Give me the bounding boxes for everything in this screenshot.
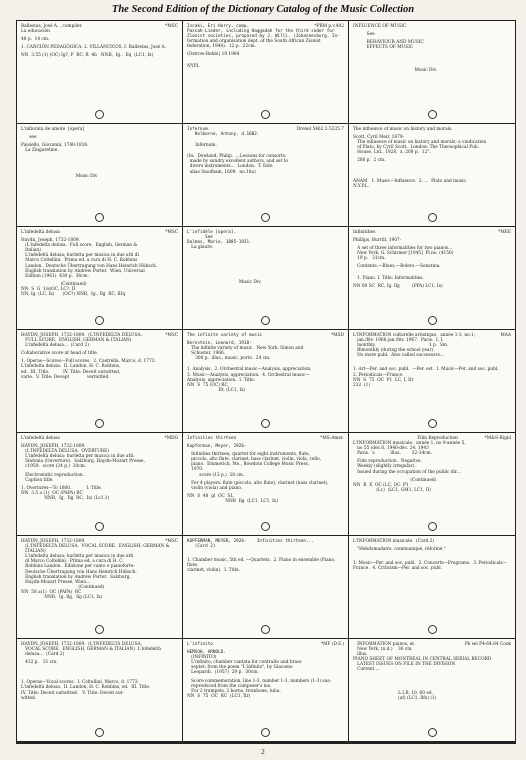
card-text-line: For 4 players: flute (piccolo, alto flute), clarinet (bass clarinet), [187,480,329,486]
card-text-line: Issued during the occupation of the public dir... [353,469,461,475]
card-text-line: Phillips, Burrill, 1907- [353,238,402,244]
card-call-number: *MSD [331,333,344,338]
catalog-card [17,330,182,432]
card-text-line: Music Div. [353,68,438,74]
card-text-line: L'infidèle [opera]. [187,230,237,235]
card-text-line: (Card 2) [187,544,216,550]
card-text-line: Sinfonia (Ouverture). Salzburg, Haydn-Mozart Presse, [21,459,145,465]
card-text-line: L'INFORMATION musicale. année 1, no 9-année 5, [353,441,466,447]
card-text-line: Ballestas, José A. , compiler. [21,24,83,29]
card-text-line: HEMSOH, ARNOLD. [187,650,226,656]
card-text-line: (Lc) (LC1, GM1, LC1, II) [353,487,431,493]
card-text-line: (Continued) [21,281,87,287]
card-text-line: See [353,32,375,38]
card-text-line: piccolo, alto flute, clarinet, bass clarinet, violin, viola, cello, [187,457,322,463]
catalog-card [17,21,182,123]
card-text-line: NNR, Ig, Ilg RC, Ix) (Lc1,1) [21,495,110,501]
card-text-line: (Continued) [353,477,437,483]
card-text-line: Zionist societies, prepared by J. Willi. (Johannesburg, In- [187,34,340,40]
card-text-line: English translation by Andrew Porter. Wien, Universal [21,268,145,274]
card-text-line: see [21,135,37,141]
card-punch-hole-icon [261,316,270,325]
card-text-line: IIr, (LC1, Ix) [187,387,246,393]
card-text-line: piano. Emmerich, Mo., Bowdoin College Music Press, [187,462,310,468]
card-text-line: Schuster, 1966. [187,351,226,357]
catalog-card [183,227,348,329]
card-text-line: 3. Music—Analysis, appreciation. 4. Orchestral music— [187,372,310,378]
card-text-line: NYPL [187,63,200,69]
card-text-line: Deutsche Übertragung von Hans Heinrich Hübsch. [21,569,137,575]
card-text-line: 286 p. 2 cm. [353,158,386,164]
catalog-card [17,227,182,329]
card-text-line: NN R X OC (LC, OC. P1 [353,482,409,488]
card-text-line: "Hebdomadaire, communiqué, réformé." [353,547,446,553]
catalog-card [349,124,515,226]
catalog-card [183,639,348,741]
card-text-line: no 55 (dec.6, 1940-déc. 24, 1943 [353,446,429,452]
card-text-line: 1. Chamber music, 5th ed. —Quartets. 2. Piano in ensemble (Piano, flute, [187,558,337,569]
catalog-card [349,21,515,123]
card-text-line: INFORMATION pianos, et. [353,642,416,647]
page-number: 2 [261,748,265,756]
card-text-line: di Marco Coltellini. Prima ed. a cura di H. C. [21,559,124,565]
catalog-card [17,433,182,535]
card-text-line: formation and organisation dept. of the South African Zionist [187,39,321,45]
card-text-line: Leopardi. (1957) 29 p. 30cm. [187,670,259,676]
catalog-card [349,330,515,432]
card-text-line: 19 p. 31cm. [353,256,386,262]
card-punch-hole-icon [95,316,104,325]
card-text-line: reproduced from the composer's ms. [187,683,272,689]
catalog-card [349,639,515,741]
card-text-line: Paris. v. illus. 32-34cm. [353,451,433,457]
card-text-line: La Zingaretine. [21,148,59,154]
card-text-line: Collaborative score at head of title. [21,351,99,357]
card-text-line: clarinet, violin). I. Title. [187,568,240,574]
card-text-line: Film Reproduction [353,436,458,441]
card-call-number: *MDG [164,436,178,441]
card-text-line: 1. Overtures—To 1800. I. Title. [21,485,103,491]
card-punch-hole-icon [428,419,437,428]
card-text-line: France. 4. Criticism—Per. and soc. publ. [353,566,442,572]
card-text-line: La glaure. [187,245,214,251]
card-text-line: (L'INFEDELTA DELUSA. OVERTURE) [21,449,109,455]
card-text-line: L'infedeltà delusa: burletta per musica in due atti. [21,454,135,460]
card-text-line: NN 00 SC RC, Ig. Ilg (PPA) LC1, Ix) [353,283,443,289]
card-text-line: The infinite variety of music. New York, Simon and [187,346,304,352]
card-text-line: c1959. score (24 p.) 30cm. [21,464,87,470]
card-text-line: varie. V. Title: Decept vermitted. [21,374,110,380]
card-text-line: Bimonthly (during the school year). [353,348,435,354]
card-text-line: Marco Coltellini. Prima ed. a cura di H. C. Robbins [21,258,138,264]
card-text-line: NN S G 1/s(OC, LC?, II [21,286,76,292]
card-text-line: Current ... [353,667,380,673]
card-text-line: illus. [353,652,368,658]
card-text-line: Bernstein, Leonard, 1918- [187,341,252,347]
card-punch-hole-icon [428,316,437,325]
card-text-line: Infernum. [187,127,211,132]
card-text-line: ed. III. Title. IV. Title: Deceit outwitted, [21,369,121,375]
card-text-line: NN S 75 OC RC (LC1, IIr) [187,693,251,699]
card-call-number: *MSC [165,333,178,338]
card-call-number: *MEE [498,230,511,235]
card-text-line: NN, Ig. (LC, Ix) (OC?) NNB, Ig., Ilg RC, IIIq [21,292,126,298]
card-text-line: (Ostrow-Rebbi) 18 1964 [187,52,240,58]
card-text-line: For 2 trumpets, 2 horns, trombone, tuba. [187,688,281,694]
card-text-line: Weekly (slightly irregular). [353,464,416,470]
card-text-line: L'infedeltà delusa... (Card 2) [21,343,89,349]
catalog-card [183,330,348,432]
card-text-line: Robbins Landon. Edizione per canto e pianoforte: [21,564,135,570]
card-punch-hole-icon [261,213,270,222]
catalog-card [17,124,182,226]
card-punch-hole-icon [261,522,270,531]
card-text-line: New York, (n.d.) 36 cm. [353,647,413,653]
card-text-line: The infinite variety of music [187,333,263,338]
card-text-line: (L'infedelta delusa. Full score. English, German & [21,243,138,249]
card-text-line: English translation by Andrew Porter. Salzburg, [21,574,131,580]
card-text-line: NN S 48 gl OC SL [187,493,234,499]
catalog-card [17,536,182,638]
card-text-line: INFLUENCE OF MUSIC [353,24,407,29]
card-text-line: 1. Music—Per. and soc. publ. 2. Concerts—Programs. 3. Periodicals— [353,561,507,567]
catalog-card [183,536,348,638]
card-text-line: L'infiorata de amore [opera] [21,127,84,132]
card-text-line: See [187,235,213,241]
card-text-line: The influence of music on history and morals; a vindication [353,140,487,146]
card-text-line: VOCAL SCORE. ENGLISH, GERMAN & ITALIAN) L'infedeltà [21,647,161,653]
card-call-number: Pk sei P4-64.84 Cook [464,642,511,647]
card-text-line: L'infedeltà delusa [21,230,60,235]
card-text-line: Electrostatic reproduction. [21,472,85,478]
card-text-line: No more publ. Also called successors... [353,353,444,359]
card-text-line: (af) (LC1, Ilfx) (1) [353,695,437,701]
card-text-line: Kupferman, Meyer, 1926- [187,444,247,450]
card-text-line: of Plato, by Cyril Scott. London: The Theosophical Pub. [353,145,480,151]
card-text-line: HAYDN, JOSEPH, 1732-1809. [21,444,86,450]
card-text-line: 48 p. 14 cm. [21,37,50,43]
card-text-line: Haydn, Joseph, 1732-1809. [21,238,80,244]
card-call-number: MAA [500,333,511,338]
card-text-line: violin (viola) and piano. [187,485,243,491]
card-punch-hole-icon [428,728,437,737]
card-text-line: (L'INFEDELTA DELUSA. VOCAL SCORE. ENGLISH, GERMAN & [21,544,170,550]
card-text-line: EFFECTS OF MUSIC [353,45,414,51]
card-text-line: L.I.R. 10. 60 ed. [353,690,434,696]
card-text-line: HAYDN, JOSEPH, 1732-1809. (L'INFEDELTA DELUSA. [21,642,142,647]
card-text-line: BEHAVIOUR AND MUSIC [353,40,424,46]
card-text-line: made by sundry excellent authors, and set to [187,159,288,165]
card-text-line: alias Snodham, 1609. no.18a) [187,169,256,175]
card-text-line: ITALIAN) [21,549,46,555]
card-text-line: House, Ltd., 1928. x, 208 p. 12°. [353,150,431,156]
catalog-card-grid [16,20,516,744]
card-text-line: Paisiello, Giovanni, 1740-1816. [21,143,89,149]
card-text-line: delusa... (Card 2) [21,652,65,658]
catalog-card [183,433,348,535]
card-text-line: L'INFORMATION culturelle artistique. année 1-3, no.1; [353,333,476,338]
card-text-line: Passah-Lieder, including Haggadah for the third seder for [187,29,335,35]
card-text-line: L'infedeltà delusa. II. Landon, H. C. Robbins, ed. III. Title. [21,685,151,691]
card-text-line: NN S 75 OC P1 LC, I, IIr [353,377,414,383]
card-text-line [21,389,178,392]
card-text-line: Caption title. [21,477,54,483]
card-text-line: L'infedelta delusa. II. Landon, H. C. Robbins, [21,364,121,370]
card-call-number: *MSC [165,24,178,29]
card-text-line: NNB, Ig. Ilg, Ilg (LC1, Ix) [21,595,103,601]
card-text-line: A set of three informalities for two pianos... [353,246,453,252]
card-text-line: (In: Dowland, Philip. ...Lessons for consorts: [187,154,287,160]
card-text-line: PIANO SHEET OF MONTREAL IN CENTRAL SERIAL RECORD [353,657,492,663]
card-text-line: Infernum. [187,143,217,149]
card-text-line: The influence of music on history and morals. [353,127,453,132]
catalog-card [183,21,348,123]
card-text-line: NN 58 a(1) OC (PAPA) RC [21,589,82,595]
card-punch-hole-icon [428,625,437,634]
card-text-line: Music Div [21,174,98,180]
card-call-number: *PBM p.v.402 [314,24,344,29]
card-punch-hole-icon [95,419,104,428]
page-title: The Second Edition of the Dictionary Catalog of the Music Collection [111,4,415,15]
card-call-number: *M&S-Rigid [484,436,511,441]
card-text-line: score (13 p.) 28 cm. [187,472,245,478]
card-punch-hole-icon [95,110,104,119]
card-text-line: 432 p. 31 cm. [21,660,58,666]
card-text-line: L'infedeltà delusa; burletta per musica in due atti [21,554,134,560]
card-text-line: septet; from the poem "L'infinito", by Giacomo [187,665,293,671]
card-text-line: 300 p. illus., music, ports. 24 cm. [187,356,271,362]
card-punch-hole-icon [428,213,437,222]
card-text-line: IV. Title: Deceit outwitted. V. Title: Deceit out- [21,690,124,696]
card-punch-hole-icon [428,110,437,119]
card-text-line [187,588,344,591]
card-text-line: Edition (1961) 430 p. 36cm. [21,273,89,279]
catalog-card [349,433,515,535]
card-text-line: NN S 75 (OC) RC, [187,382,230,388]
card-text-line: 212 (1) [353,382,371,388]
card-punch-hole-icon [261,625,270,634]
card-text-line: (Continued) [21,584,105,590]
card-text-line: divers instruments... London: T. Este [187,164,273,170]
card-text-line [353,586,511,589]
card-text-line: jan./fév. 1966-jan./fév. 1967. Paris. I, I. [353,338,444,344]
card-call-number: *MSC [165,539,178,544]
card-text-line: Haydn-Mozart Presse, Wien... [21,579,91,585]
card-text-line: Holborne, Antony, d.1602. [187,132,260,138]
card-text-line: L'infedeltà delusa [21,436,60,441]
card-text-line: Contents.—Blues,—Bolero.—Sonatina. [353,264,441,270]
card-text-line: Analysis, appreciation. I. Title. [187,377,255,383]
card-text-line: monthly. 1 p. Sm. [353,343,449,349]
card-text-line: New York, G. Schirmer [1945] Pl.no. (4150) [353,251,454,257]
card-text-line: Music Div. [187,280,262,286]
card-text-line: Score commemoration, line 1-3, number 1-3, numbers (1-3) sus; [187,678,331,684]
catalog-card [349,227,515,329]
card-call-number: *MS-Amer. [320,436,344,441]
card-text-line: 1. Operas—Scores—Full scores. 2. Castrella. Marco, d. 1773. [21,359,156,365]
card-text-line: ANAM 1. Music—Influence. 2. ... Plato and music. [353,178,468,184]
card-text-line: N.Y.P.L. [353,183,370,189]
card-call-number: *MF (D.S.) [320,642,344,647]
card-text-line: NNB Ilg (LC1, LC1, Ix) [187,498,278,504]
card-text-line: 2. Periodicals—France. [353,372,404,378]
card-text-line: 1. Analysis. 2. Orchestral music—Analysis, appreciation. [187,367,312,373]
card-text-line: LATEST ISSUES ON FILE IN THE DIVISION [353,662,456,668]
card-text-line: FULL SCORE. ENGLISH, GERMAN & ITALIAN) [21,338,132,344]
card-text-line: federation, 1944). 12 p. 22cm. [187,44,256,50]
catalog-card [17,639,182,741]
catalog-card [349,536,515,638]
card-text-line: 1. Piano. I. Title: Informalities. [353,275,424,281]
card-text-line: Italian) [21,248,41,254]
card-punch-hole-icon [95,522,104,531]
card-text-line: KUPFERMAN, MEYER, 1926- Infinities thirteen... [187,539,314,544]
card-punch-hole-icon [95,625,104,634]
card-text-line: Film reproduction. Negative. [353,459,422,465]
card-text-line: L'INFORMATION musicale. (Card 2) [353,539,435,544]
card-text-line: (INFINITO) [187,655,217,661]
card-text-line: HAYDN, JOSEPH, 1732-1809. (L'INFEDELTA DELUSA. [21,333,142,338]
card-text-line: 1. Operas—Vocal scores. I. Coltellini, Marco, d. 1773. [21,680,139,686]
card-text-line: Dalmas, Marie, 1885-1931. [187,240,252,246]
card-punch-hole-icon [95,213,104,222]
card-text-line: La educación [21,29,50,35]
card-punch-hole-icon [95,728,104,737]
card-text-line: Scott, Cyril Meir, 1879- [353,135,405,141]
card-text-line: NN 3.55 (1) (OC) Ig?, P RC, R 4b NNB, Ig., Ilq (LC1, Ix) [21,53,154,59]
card-text-line: 1970. [187,467,204,473]
card-text-line: witted. [21,695,37,701]
card-text-line: L'infinito; chamber cantata for contralto and brass [187,660,302,666]
card-text-line: Infinitities [353,230,376,235]
catalog-card [183,124,348,226]
card-text-line: Landon. Deutsche Übertragung von Hans Heinrich Hübsch. [21,263,158,269]
card-punch-hole-icon [261,419,270,428]
card-punch-hole-icon [428,522,437,531]
card-punch-hole-icon [261,728,270,737]
card-punch-hole-icon [261,110,270,119]
card-text-line: 1. CANCIÓN PEDAGÓGICA. 2. VILLANCICOS. I. Ballestas, José A. [21,45,166,51]
card-text-line: HAYDN, JOSEPH, 1732-1809. [21,539,86,544]
card-text-line: L'infinito [187,642,213,647]
card-text-line: NN 3.5 a (1) OC (PAPA) RC [21,490,83,496]
card-text-line: Infinities thirteen; quartet for eight instruments, flute, [187,452,310,458]
card-text-line: L'infedeltà delusa; burletta per musica in due atti di [21,253,139,259]
card-text-line: Infinities thirteen [187,436,237,441]
card-call-number: *MSC [165,230,178,235]
card-text-line: Iscaki, Eri Harry, comp. [187,24,250,29]
card-call-number: Drexel 5462.2-5235.7 [296,127,344,132]
card-text-line: 1. Art—Per. and soc. publ. —Per. est. I. Music—Per. and soc. publ. [353,367,499,373]
